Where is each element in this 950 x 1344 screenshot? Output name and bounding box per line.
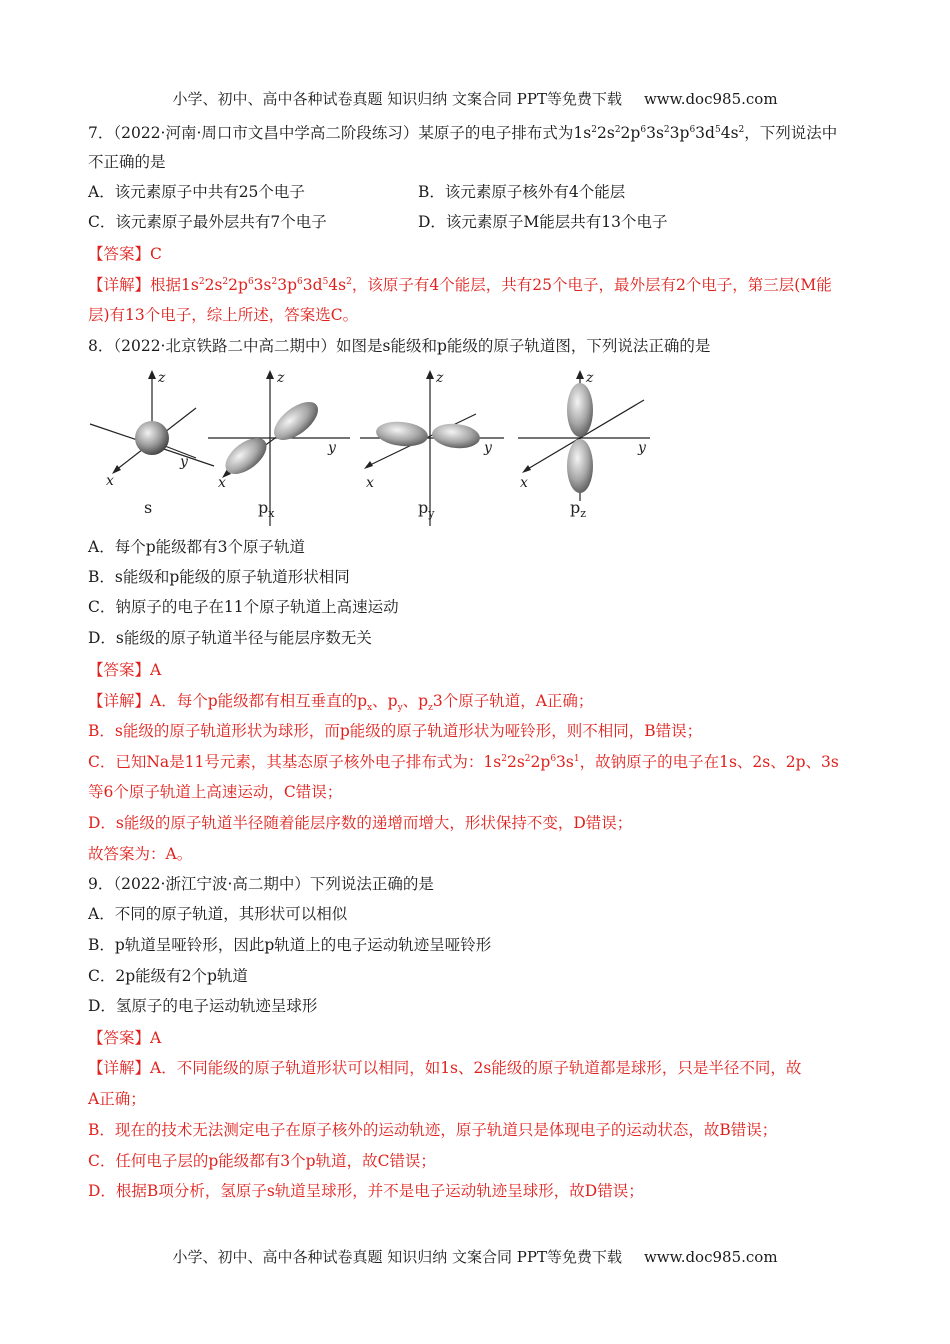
q9-detail-a-line2: A正确；: [88, 1090, 146, 1108]
q8-option-a[interactable]: A．每个p能级都有3个原子轨道: [88, 538, 305, 556]
q8-option-c[interactable]: C．钠原子的电子在11个原子轨道上高速运动: [88, 598, 399, 616]
q9-option-b[interactable]: B．p轨道呈哑铃形，因此p轨道上的电子运动轨迹呈哑铃形: [88, 936, 492, 954]
q8-detail-c-line1: C．已知Na是11号元素，其基态原子核外电子排布式为：$1s^22s^22p^63s^1$，故钠原子的电子在1s、2s、2p、3s: [88, 753, 839, 771]
q8-detail-a: 【详解】A．每个p能级都有相互垂直的$p_x$、$p_y$、$p_z3$个原子轨道，A正确；: [88, 692, 594, 714]
py-orbital-label: $p_y$: [418, 498, 435, 520]
q9-detail-a-line1: 【详解】A．不同能级的原子轨道形状可以相同，如1s、2s能级的原子轨道都是球形，只是半径不同，故: [88, 1059, 802, 1077]
q9-detail-c: C．任何电子层的p能级都有3个p轨道，故C错误；: [88, 1152, 436, 1170]
svg-text:z: z: [277, 370, 285, 386]
svg-text:z: z: [158, 370, 166, 386]
q7-option-c[interactable]: C．该元素原子最外层共有7个电子: [88, 213, 327, 231]
q9-option-c[interactable]: C．2p能级有2个p轨道: [88, 967, 248, 985]
orbital-figure: [84, 366, 664, 526]
q9-detail-d: D．根据B项分析，氢原子s轨道呈球形，并不是电子运动轨迹呈球形，故D错误；: [88, 1182, 644, 1200]
q8-option-d[interactable]: D．s能级的原子轨道半径与能层序数无关: [88, 629, 372, 647]
pz-orbital-diagram: [518, 370, 650, 520]
q7-detail-line2: 层)有13个电子，综上所述，答案选C。: [88, 306, 359, 324]
q8-na-config: $1s^22s^22p^63s^1$: [483, 753, 580, 771]
q7-stem-line2: 不正确的是: [88, 153, 166, 171]
px-orbital-label: $p_x$: [258, 498, 275, 520]
q8-stem: 8．（2022·北京铁路二中高二期中）如图是s能级和p能级的原子轨道图，下列说法正确的是: [88, 337, 711, 355]
svg-text:y: y: [180, 454, 188, 470]
q8-detail-d: D．s能级的原子轨道半径随着能层序数的递增而增大，形状保持不变，D错误；: [88, 814, 633, 832]
q7-option-b[interactable]: B．该元素原子核外有4个能层: [418, 183, 626, 201]
page-header: [0, 88, 950, 109]
header-text: 小学、初中、高中各种试卷真题 知识归纳 文案合同 PPT等免费下载: [172, 90, 622, 108]
pz-orbital-lobe-lower: [567, 439, 593, 493]
q7-detail-config: $1s^22s^22p^63s^23p^63d^54s^2$: [181, 276, 352, 294]
q7-stem-line1: 7．（2022·河南·周口市文昌中学高二阶段练习）某原子的电子排布式为$1s^22s^22p^63s^23p^63d^54s^2$，下列说法中: [88, 124, 838, 142]
q9-detail-b: B．现在的技术无法测定电子在原子核外的运动轨迹，原子轨道只是体现电子的运动状态，故B错误；: [88, 1121, 778, 1139]
py-orbital-diagram: [360, 370, 504, 526]
footer-url[interactable]: www.doc985.com: [643, 1248, 778, 1266]
svg-text:z: z: [436, 370, 444, 386]
q9-option-a[interactable]: A．不同的原子轨道，其形状可以相似: [88, 905, 348, 923]
q7-answer: 【答案】C: [88, 245, 162, 263]
svg-text:y: y: [638, 440, 646, 456]
q9-option-d[interactable]: D．氢原子的电子运动轨迹呈球形: [88, 997, 318, 1015]
px-orbital-lobe-upper: [268, 395, 325, 448]
svg-text:x: x: [520, 475, 528, 491]
footer-text: 小学、初中、高中各种试卷真题 知识归纳 文案合同 PPT等免费下载: [172, 1248, 622, 1266]
s-orbital-label: s: [144, 498, 153, 517]
s-orbital-diagram: [90, 370, 214, 517]
px-orbital-diagram: [208, 370, 350, 526]
q7-option-a[interactable]: A．该元素原子中共有25个电子: [88, 183, 305, 201]
svg-text:x: x: [218, 475, 226, 491]
q7-detail-line1: 【详解】根据$1s^22s^22p^63s^23p^63d^54s^2$，该原子有4个能层，共有25个电子，最外层有2个电子，第三层(M能: [88, 276, 832, 294]
py-orbital-lobe-left: [375, 419, 429, 448]
q9-answer: 【答案】A: [88, 1029, 162, 1047]
s-orbital-sphere: [135, 421, 169, 455]
q7-option-d[interactable]: D．该元素原子M能层共有13个电子: [418, 213, 668, 231]
q9-stem: 9．（2022·浙江宁波·高二期中）下列说法正确的是: [88, 875, 434, 893]
svg-text:x: x: [106, 473, 114, 489]
header-url[interactable]: www.doc985.com: [643, 90, 778, 108]
q7-electron-config: $1s^22s^22p^63s^23p^63d^54s^2$: [573, 124, 745, 142]
pz-orbital-lobe-upper: [567, 383, 593, 437]
page-footer: [0, 1246, 950, 1267]
svg-text:x: x: [366, 475, 374, 491]
q7-options-cd: [88, 212, 878, 232]
svg-text:z: z: [586, 370, 594, 386]
py-orbital-lobe-right: [431, 422, 481, 451]
q7-options-ab: [88, 182, 878, 202]
q8-detail-b: B．s能级的原子轨道形状为球形，而p能级的原子轨道形状为哑铃形，则不相同，B错误；: [88, 722, 703, 740]
pz-orbital-label: $p_z$: [570, 498, 587, 520]
q8-detail-c-line2: 等6个原子轨道上高速运动，C错误；: [88, 783, 343, 801]
q8-conclusion: 故答案为：A。: [88, 845, 193, 863]
svg-text:y: y: [328, 440, 336, 456]
svg-text:y: y: [484, 440, 492, 456]
q8-option-b[interactable]: B．s能级和p能级的原子轨道形状相同: [88, 568, 350, 586]
q8-answer: 【答案】A: [88, 661, 162, 679]
